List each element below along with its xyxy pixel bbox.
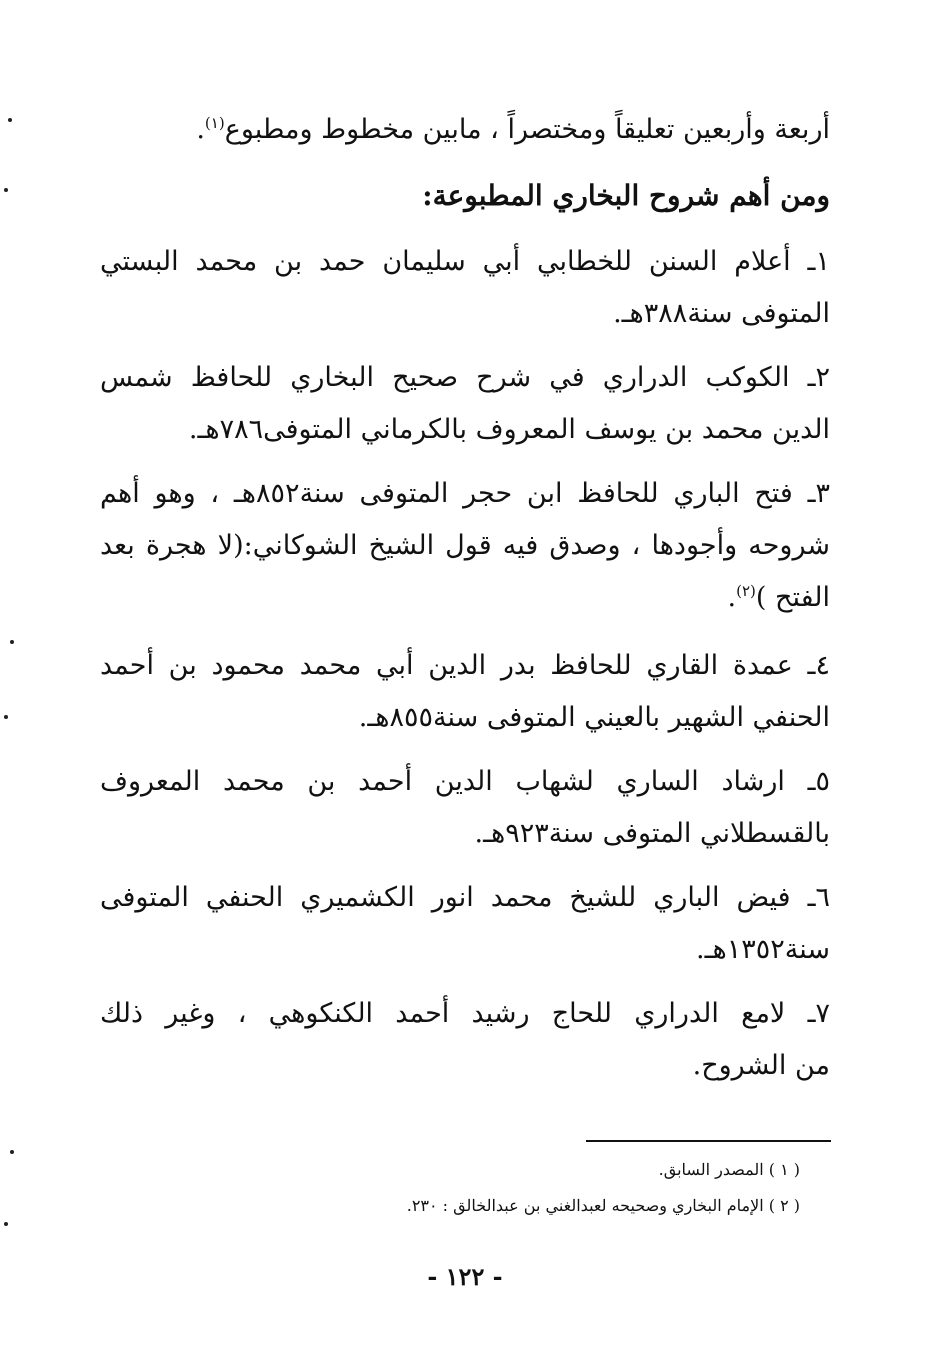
list-item-3	[100, 468, 830, 624]
scan-speck	[4, 188, 8, 192]
paragraph-end: .	[196, 114, 205, 145]
list-item-line: ٢ـ الكوكب الدراري في شرح صحيح البخاري للحافظ شمس	[100, 362, 830, 393]
list-item-7	[100, 988, 830, 1092]
heading-text: ومن أهم شروح البخاري المطبوعة:	[422, 179, 830, 212]
page-number: - ١٢٢ -	[427, 1262, 503, 1291]
list-item-1	[100, 236, 830, 340]
scan-speck	[4, 1222, 8, 1226]
list-item-line: ٥ـ ارشاد الساري لشهاب الدين أحمد بن محمد المعروف	[100, 766, 830, 797]
list-item-line: الحنفي الشهير بالعيني المتوفى سنة٨٥٥هـ.	[358, 702, 830, 733]
list-item-line: المتوفى سنة٣٨٨هـ.	[613, 298, 830, 329]
footnote-ref-1[interactable]: (١)	[204, 114, 225, 132]
intro-paragraph	[100, 104, 830, 156]
list-item-line: سنة١٣٥٢هـ.	[696, 934, 830, 965]
paragraph-text: أربعة وأربعين تعليقاً ومختصراً ، مابين مخطوط ومطبوع	[224, 114, 830, 145]
list-item-5	[100, 756, 830, 860]
list-item-line: الفتح )	[755, 582, 830, 613]
list-item-line: ٣ـ فتح الباري للحافظ ابن حجر المتوفى سنة٨٥٢هـ ، وهو أهم	[100, 478, 830, 509]
scan-speck	[4, 715, 8, 719]
footnote-2: ( ٢ ) الإمام البخاري وصحيحه لعبدالغني بن عبدالخالق : ٢٣٠.	[406, 1196, 800, 1215]
footnotes	[330, 1152, 800, 1224]
scan-speck	[10, 640, 14, 644]
list-item-4	[100, 640, 830, 744]
list-item-line: من الشروح.	[692, 1050, 830, 1081]
list-item-6	[100, 872, 830, 976]
list-item-line: شروحه وأجودها ، وصدق فيه قول الشيخ الشوكاني:(لا هجرة بعد	[100, 530, 830, 561]
scan-speck	[8, 118, 12, 122]
footnote-ref-2[interactable]: (٢)	[736, 582, 756, 600]
list-item-line: ٧ـ لامع الدراري للحاج رشيد أحمد الكنكوهي ، وغير ذلك	[100, 998, 830, 1029]
paragraph-end: .	[727, 582, 737, 613]
list-item-line: بالقسطلاني المتوفى سنة٩٢٣هـ.	[474, 818, 830, 849]
list-item-line: ٦ـ فيض الباري للشيخ محمد انور الكشميري الحنفي المتوفى	[100, 882, 830, 913]
list-item-line: الدين محمد بن يوسف المعروف بالكرماني المتوفى٧٨٦هـ.	[188, 414, 830, 445]
list-item-line: ١ـ أعلام السنن للخطابي أبي سليمان حمد بن محمد البستي	[100, 246, 830, 277]
footnote-1: ( ١ ) المصدر السابق.	[658, 1160, 800, 1179]
list-item-2	[100, 352, 830, 456]
footnote-separator	[586, 1140, 831, 1142]
list-item-line: ٤ـ عمدة القاري للحافظ بدر الدين أبي محمد محمود بن أحمد	[100, 650, 830, 681]
section-heading	[100, 170, 830, 222]
scan-speck	[10, 1150, 14, 1154]
